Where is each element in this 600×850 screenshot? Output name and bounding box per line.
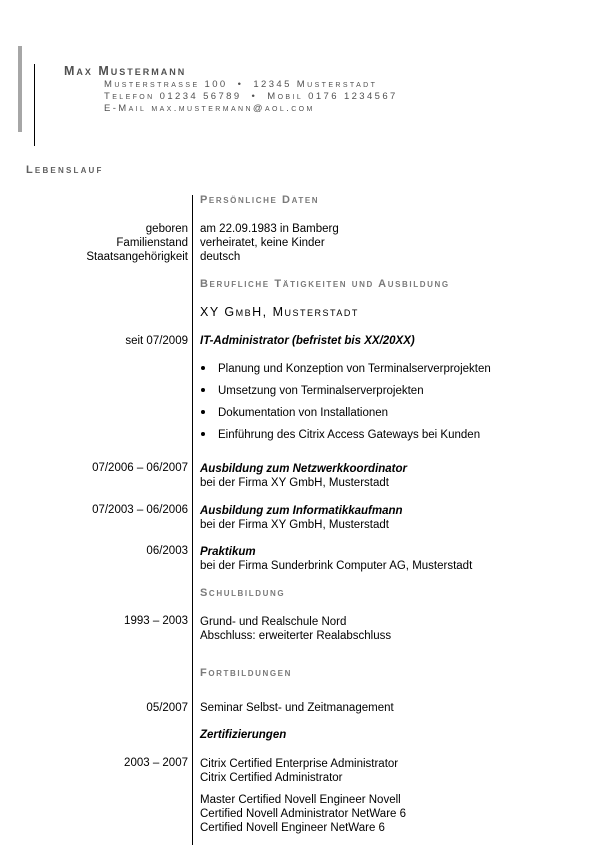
certification: Citrix Certified Enterprise Administrator	[200, 758, 399, 770]
school-date: 1993 – 2003	[124, 615, 188, 627]
seminar-title: Seminar Selbst- und Zeitmanagement	[200, 702, 394, 714]
certifications-date: 2003 – 2007	[124, 757, 188, 769]
certification: Certified Novell Engineer NetWare 6	[200, 822, 385, 834]
certifications-citrix	[200, 757, 398, 785]
school-degree: Abschluss: erweiterter Realabschluss	[200, 630, 392, 642]
certification: Citrix Certified Administrator	[200, 772, 343, 784]
entry-detail: bei der Firma Sunderbrink Computer AG, Musterstadt	[200, 560, 473, 572]
career-entry	[200, 504, 403, 532]
timeline-divider	[192, 195, 193, 845]
email: E-Mail max.mustermann@aol.com	[104, 103, 315, 114]
entry-date: 07/2006 – 06/2007	[92, 462, 188, 474]
job-title: IT-Administrator (befristet bis XX/20XX)	[200, 335, 415, 347]
bullet-icon	[201, 410, 205, 414]
address-line	[104, 79, 377, 90]
list-item: Einführung des Citrix Access Gateways bei Kunden	[201, 429, 480, 441]
header-divider-line	[34, 64, 35, 146]
value-born: am 22.09.1983 in Bamberg	[200, 223, 339, 235]
section-heading-training: Fortbildungen	[200, 667, 292, 679]
value-nationality: deutsch	[200, 251, 241, 263]
bullet-icon	[201, 366, 205, 370]
entry-date: 06/2003	[146, 545, 188, 557]
entry-title: Ausbildung zum Informatikkaufmann	[200, 505, 403, 517]
label-born: geboren	[145, 223, 188, 235]
entry-detail: bei der Firma XY GmbH, Musterstadt	[200, 519, 389, 531]
value-marital-status: verheiratet, keine Kinder	[200, 237, 325, 249]
certification: Master Certified Novell Engineer Novell	[200, 794, 401, 806]
school-entry	[200, 615, 391, 643]
applicant-name: Max Mustermann	[64, 64, 187, 78]
label-nationality: Staatsangehörigkeit	[86, 251, 188, 263]
entry-title: Praktikum	[200, 546, 256, 558]
certification: Certified Novell Administrator NetWare 6	[200, 808, 407, 820]
phone-line	[104, 91, 398, 102]
separator-dot: •	[251, 91, 258, 102]
bullet-icon	[201, 388, 205, 392]
school-name: Grund- und Realschule Nord	[200, 616, 347, 628]
phone: Telefon 01234 56789	[104, 91, 242, 102]
section-heading-personal: Persönliche Daten	[200, 194, 320, 206]
certifications-heading: Zertifizierungen	[200, 729, 287, 741]
career-entry	[200, 545, 472, 573]
list-item: Dokumentation von Installationen	[201, 407, 388, 419]
city: 12345 Musterstadt	[253, 79, 378, 90]
bullet-icon	[201, 432, 205, 436]
separator-dot: •	[237, 79, 244, 90]
entry-date: 07/2003 – 06/2006	[92, 504, 188, 516]
street: Musterstrasse 100	[104, 79, 228, 90]
header-accent-bar	[18, 46, 22, 132]
career-entry	[200, 462, 407, 490]
job-date: seit 07/2009	[125, 335, 188, 347]
entry-detail: bei der Firma XY GmbH, Musterstadt	[200, 477, 389, 489]
seminar-date: 05/2007	[146, 702, 188, 714]
company-name: XY GmbH, Musterstadt	[200, 305, 359, 319]
document-title: Lebenslauf	[26, 164, 104, 176]
certifications-novell	[200, 793, 406, 835]
section-heading-school: Schulbildung	[200, 587, 286, 599]
label-marital-status: Familienstand	[116, 237, 188, 249]
list-item: Planung und Konzeption von Terminalserverprojekten	[201, 363, 491, 375]
section-heading-career: Berufliche Tätigkeiten und Ausbildung	[200, 278, 450, 290]
mobile: Mobil 0176 1234567	[267, 91, 398, 102]
list-item: Umsetzung von Terminalserverprojekten	[201, 385, 424, 397]
entry-title: Ausbildung zum Netzwerkkoordinator	[200, 463, 408, 475]
